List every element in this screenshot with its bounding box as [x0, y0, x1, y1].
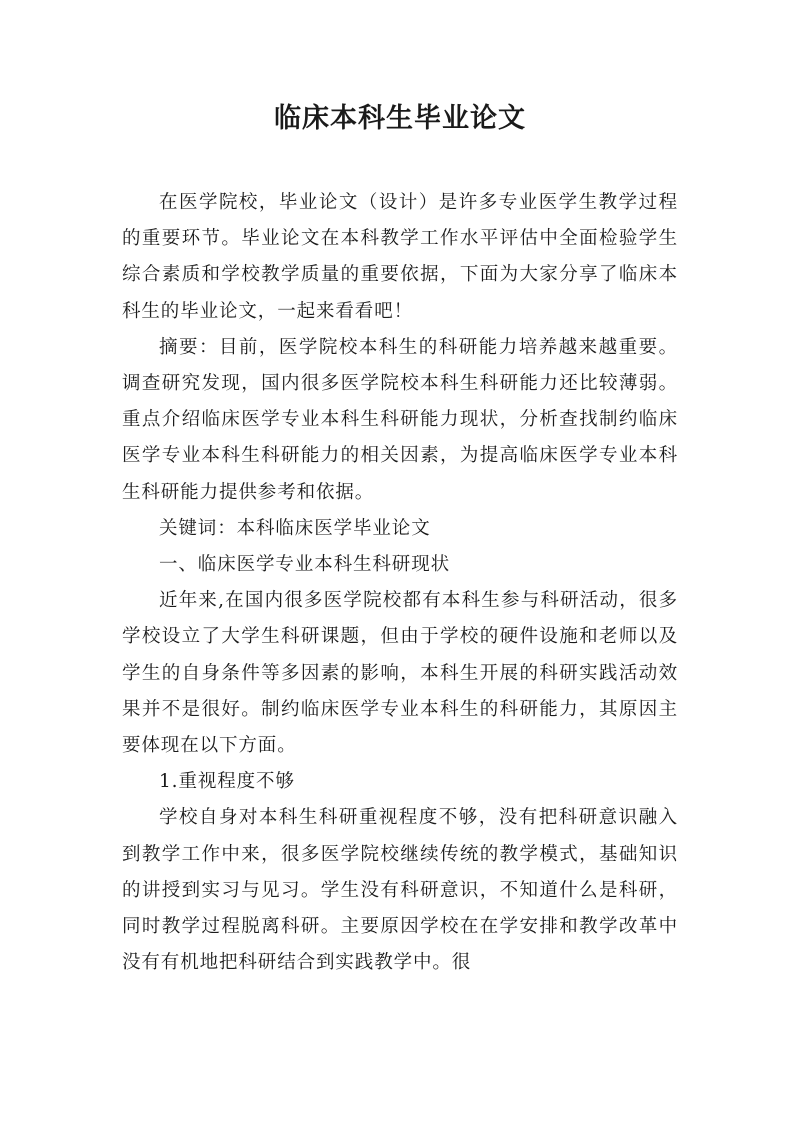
keywords-line: 关键词：本科临床医学毕业论文: [159, 517, 431, 539]
section-heading: 一、临床医学专业本科生科研现状: [159, 554, 451, 576]
document-body: [122, 185, 678, 981]
body-paragraph: 学校自身对本科生科研重视程度不够，没有把科研意识融入到教学工作中来，很多医学院校继续传统的教学模式，基础知识的讲授到实习与见习。学生没有科研意识，不知道什么是科研，同时教学过程脱离科研。主要原因学校在在学安排和教学改革中没有有机地把科研结合到实践教学中。很: [122, 807, 678, 974]
body-paragraph: 近年来,在国内很多医学院校都有本科生参与科研活动，很多学校设立了大学生科研课题，但由于学校的硬件设施和老师以及学生的自身条件等多因素的影响，本科生开展的科研实践活动效果并不是很好。制约临床医学专业本科生的科研能力，其原因主要体现在以下方面。: [122, 590, 678, 757]
abstract-paragraph: 摘要：目前，医学院校本科生的科研能力培养越来越重要。调查研究发现，国内很多医学院校本科生科研能力还比较薄弱。重点介绍临床医学专业本科生科研能力现状，分析查找制约临床医学专业本科生科研能力的相关因素，为提高临床医学专业本科生科研能力提供参考和依据。: [122, 336, 678, 503]
intro-paragraph: 在医学院校，毕业论文（设计）是许多专业医学生教学过程的重要环节。毕业论文在本科教学工作水平评估中全面检验学生综合素质和学校教学质量的重要依据，下面为大家分享了临床本科生的毕业论文，一起来看看吧！: [122, 192, 678, 322]
document-title: 临床本科生毕业论文: [274, 103, 526, 134]
subsection-heading: 1.重视程度不够: [159, 771, 295, 793]
